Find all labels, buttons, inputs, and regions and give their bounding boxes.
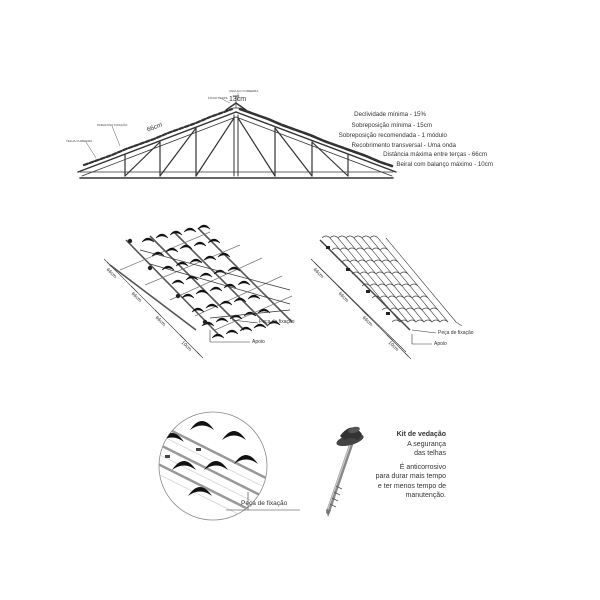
- truss-left-label-2: TELHA CUMEEIRA: [66, 139, 93, 143]
- sealing-kit-screw: [326, 426, 365, 517]
- spec-line: Beiral com balanço máximo - 10cm: [396, 161, 493, 168]
- truss-height-label: 13cm: [229, 96, 247, 103]
- detail-fix-label: Peça de fixação: [241, 500, 288, 507]
- grid-left-dim-4: 10cm: [179, 340, 193, 353]
- spec-line: Declividade mínima - 15%: [354, 111, 426, 118]
- grid-left-support-label: Apoio: [252, 339, 265, 345]
- kit-line: para durar mais tempo: [375, 473, 446, 480]
- grid-left-dim-2: 66cm: [129, 291, 143, 304]
- kit-line: manutenção.: [405, 492, 446, 499]
- grid-right-fix-label: Peça de fixação: [438, 330, 474, 336]
- grid-right-dim-2: 66cm: [336, 291, 350, 304]
- kit-title: Kit de vedação: [396, 431, 446, 438]
- truss-left-label-1: PARAFUSO FIXAÇÃO: [97, 123, 128, 127]
- fixing-detail: [150, 412, 300, 535]
- kit-line: É anticorrosivo: [399, 463, 446, 471]
- grid-right-dim-1: 66cm: [311, 267, 325, 280]
- truss-span-label: 66cm: [146, 121, 164, 134]
- spec-line: Sobreposição recomendada - 1 módulo: [338, 132, 447, 139]
- spec-line: Distância máxima entre terças - 66cm: [383, 151, 487, 158]
- kit-text: [376, 430, 446, 501]
- kit-line: e ter menos tempo de: [377, 482, 446, 490]
- kit-line: das telhas: [414, 450, 446, 457]
- grid-left-dim-1: 66cm: [104, 267, 118, 280]
- spec-line: Recobrimento transversal - Uma onda: [351, 142, 456, 149]
- truss-top-label-2: FIXAR PERFIL: [208, 96, 229, 100]
- grid-left-dim-3: 66cm: [153, 315, 167, 328]
- grid-right-dim-4: 10cm: [386, 340, 400, 353]
- truss-top-label-1: ANGULO CUMEEIRA: [229, 89, 259, 93]
- grid-left-fix-label: Peça de fixação: [259, 319, 295, 325]
- spec-line: Sobreposição mínima - 15cm: [351, 122, 432, 129]
- grid-right-support-label: Apoio: [434, 341, 447, 347]
- kit-line: A segurança: [407, 440, 446, 448]
- grid-right-dim-3: 66cm: [360, 315, 374, 328]
